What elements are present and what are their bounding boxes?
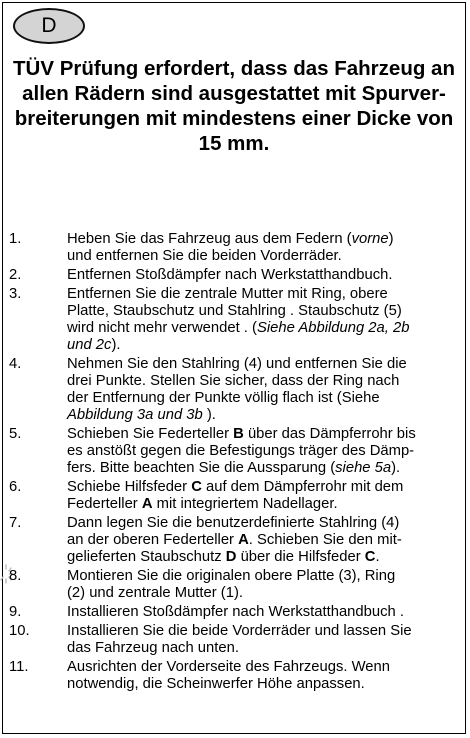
text-run: . Schieben Sie den mit- (248, 532, 402, 548)
text-run: Installieren Stoßdämpfer nach Werkstatthandbuch . (67, 604, 404, 620)
text-run: notwendig, die Scheinwerfer Höhe anpassen. (67, 676, 365, 692)
list-item (3, 267, 465, 284)
step-number: 4. (9, 356, 22, 372)
step-line (67, 496, 465, 513)
step-line (67, 426, 465, 443)
list-item (3, 479, 465, 513)
step-line (67, 390, 465, 407)
step-line (67, 532, 465, 549)
step-number: 7. (9, 515, 22, 531)
list-item (3, 426, 465, 477)
heading-line: breiterungen mit mindestens einer Dicke von (14, 107, 454, 130)
list-item (3, 286, 465, 354)
list-item (3, 515, 465, 566)
text-run: ). (391, 460, 401, 476)
text-run: ). (111, 337, 121, 353)
text-run: Platte, Staubschutz und Stahlring . Staubschutz (5) (67, 303, 402, 319)
text-run: ) (388, 231, 394, 247)
text-run: Entfernen Sie die zentrale Mutter mit Ring, obere (67, 286, 388, 302)
text-run: wird nicht mehr verwendet . ( (67, 320, 257, 336)
text-run: Schiebe Hilfsfeder (67, 479, 192, 495)
step-text (67, 568, 465, 602)
step-text (67, 356, 465, 424)
text-run: A (238, 532, 249, 548)
step-line (67, 568, 465, 585)
text-run: und entfernen Sie die beiden Vorderräder. (67, 248, 342, 264)
list-item (3, 659, 465, 693)
text-run: Siehe Abbildung 2a, 2b (256, 320, 410, 336)
text-run: A (141, 496, 153, 512)
list-item (3, 568, 465, 602)
text-run: mit integriertem Nadellager. (152, 496, 338, 512)
step-number: 9. (9, 604, 22, 620)
instruction-list (3, 231, 465, 695)
step-text (67, 604, 465, 621)
text-run: an der oberen Federteller (67, 532, 239, 548)
step-number: 10. (9, 623, 30, 639)
step-line (67, 479, 465, 496)
step-text (67, 623, 465, 657)
step-line (67, 356, 465, 373)
text-run: der Entfernung der Punkte völlig flach ist (Siehe (67, 390, 380, 406)
step-line (67, 267, 465, 284)
step-line (67, 515, 465, 532)
step-number: 2. (9, 267, 22, 283)
text-run: Dann legen Sie die benutzerdefinierte Stahlring (4) (67, 515, 400, 531)
text-run: Entfernen Stoßdämpfer nach Werkstatthandbuch. (67, 267, 393, 283)
step-line (67, 585, 465, 602)
text-run: das Fahrzeug nach unten. (67, 640, 239, 656)
step-text (67, 286, 465, 354)
text-run: Federteller (67, 496, 142, 512)
text-run: drei Punkte. Stellen Sie sicher, dass der Ring nach (67, 373, 400, 389)
step-line (67, 373, 465, 390)
step-number: 5. (9, 426, 22, 442)
heading-line: 15 mm. (198, 132, 270, 155)
text-run: B (233, 426, 244, 442)
step-line (67, 549, 465, 566)
step-text (67, 659, 465, 693)
text-run: Abbildung 3a und 3b (67, 407, 203, 423)
step-line (67, 640, 465, 657)
text-run: fers. Bitte beachten Sie die Aussparung ( (67, 460, 336, 476)
instruction-page (2, 2, 466, 734)
text-run: Heben Sie das Fahrzeug aus dem Federn ( (67, 231, 352, 247)
text-run: gelieferten Staubschutz (67, 549, 226, 565)
text-run: Nehmen Sie den Stahlring (4) und entfernen Sie die (67, 356, 407, 372)
step-line (67, 460, 465, 477)
step-line (67, 407, 465, 424)
list-item (3, 231, 465, 265)
step-number: 1. (9, 231, 22, 247)
text-run: Montieren Sie die originalen obere Platte (3), Ring (67, 568, 396, 584)
step-text (67, 426, 465, 477)
step-line (67, 248, 465, 265)
text-run: siehe 5a (335, 460, 392, 476)
list-item (3, 356, 465, 424)
text-run: . (375, 549, 380, 565)
step-number: 8. (9, 568, 22, 584)
text-run: Installieren Sie die beide Vorderräder und lassen Sie (67, 623, 412, 639)
step-text (67, 267, 465, 284)
step-line (67, 676, 465, 693)
step-line (67, 303, 465, 320)
text-run: ). (202, 407, 216, 423)
text-run: C (191, 479, 202, 495)
step-line (67, 623, 465, 640)
step-text (67, 231, 465, 265)
text-run: über das Dämpferrohr bis (243, 426, 416, 442)
heading-line: allen Rädern sind ausgestattet mit Spurver- (22, 82, 446, 105)
step-number: 11. (9, 659, 29, 675)
text-run: D (225, 549, 237, 565)
section-badge-letter: D (41, 14, 57, 37)
step-number: 6. (9, 479, 22, 495)
step-text (67, 515, 465, 566)
step-number: 3. (9, 286, 22, 302)
text-run: auf dem Dämpferrohr mit dem (201, 479, 404, 495)
text-run: Schieben Sie Federteller (67, 426, 234, 442)
list-item (3, 623, 465, 657)
section-badge (13, 8, 85, 44)
step-line (67, 443, 465, 460)
step-line (67, 337, 465, 354)
text-run: Ausrichten der Vorderseite des Fahrzeugs. Wenn (67, 659, 390, 675)
step-line (67, 320, 465, 337)
text-run: C (364, 549, 376, 565)
step-line (67, 286, 465, 303)
text-run: vorne (351, 231, 389, 247)
step-line (67, 604, 465, 621)
text-run: über die Hilfsfeder (236, 549, 365, 565)
step-text (67, 479, 465, 513)
text-run: es anstößt gegen die Befestigungs träger des Dämp- (67, 443, 415, 459)
text-run: und 2c (67, 337, 112, 353)
step-line (67, 231, 465, 248)
step-line (67, 659, 465, 676)
list-item (3, 604, 465, 621)
page-heading (3, 56, 465, 156)
text-run: (2) und zentrale Mutter (1). (67, 585, 243, 601)
heading-line: TÜV Prüfung erfordert, dass das Fahrzeug an (13, 57, 455, 80)
